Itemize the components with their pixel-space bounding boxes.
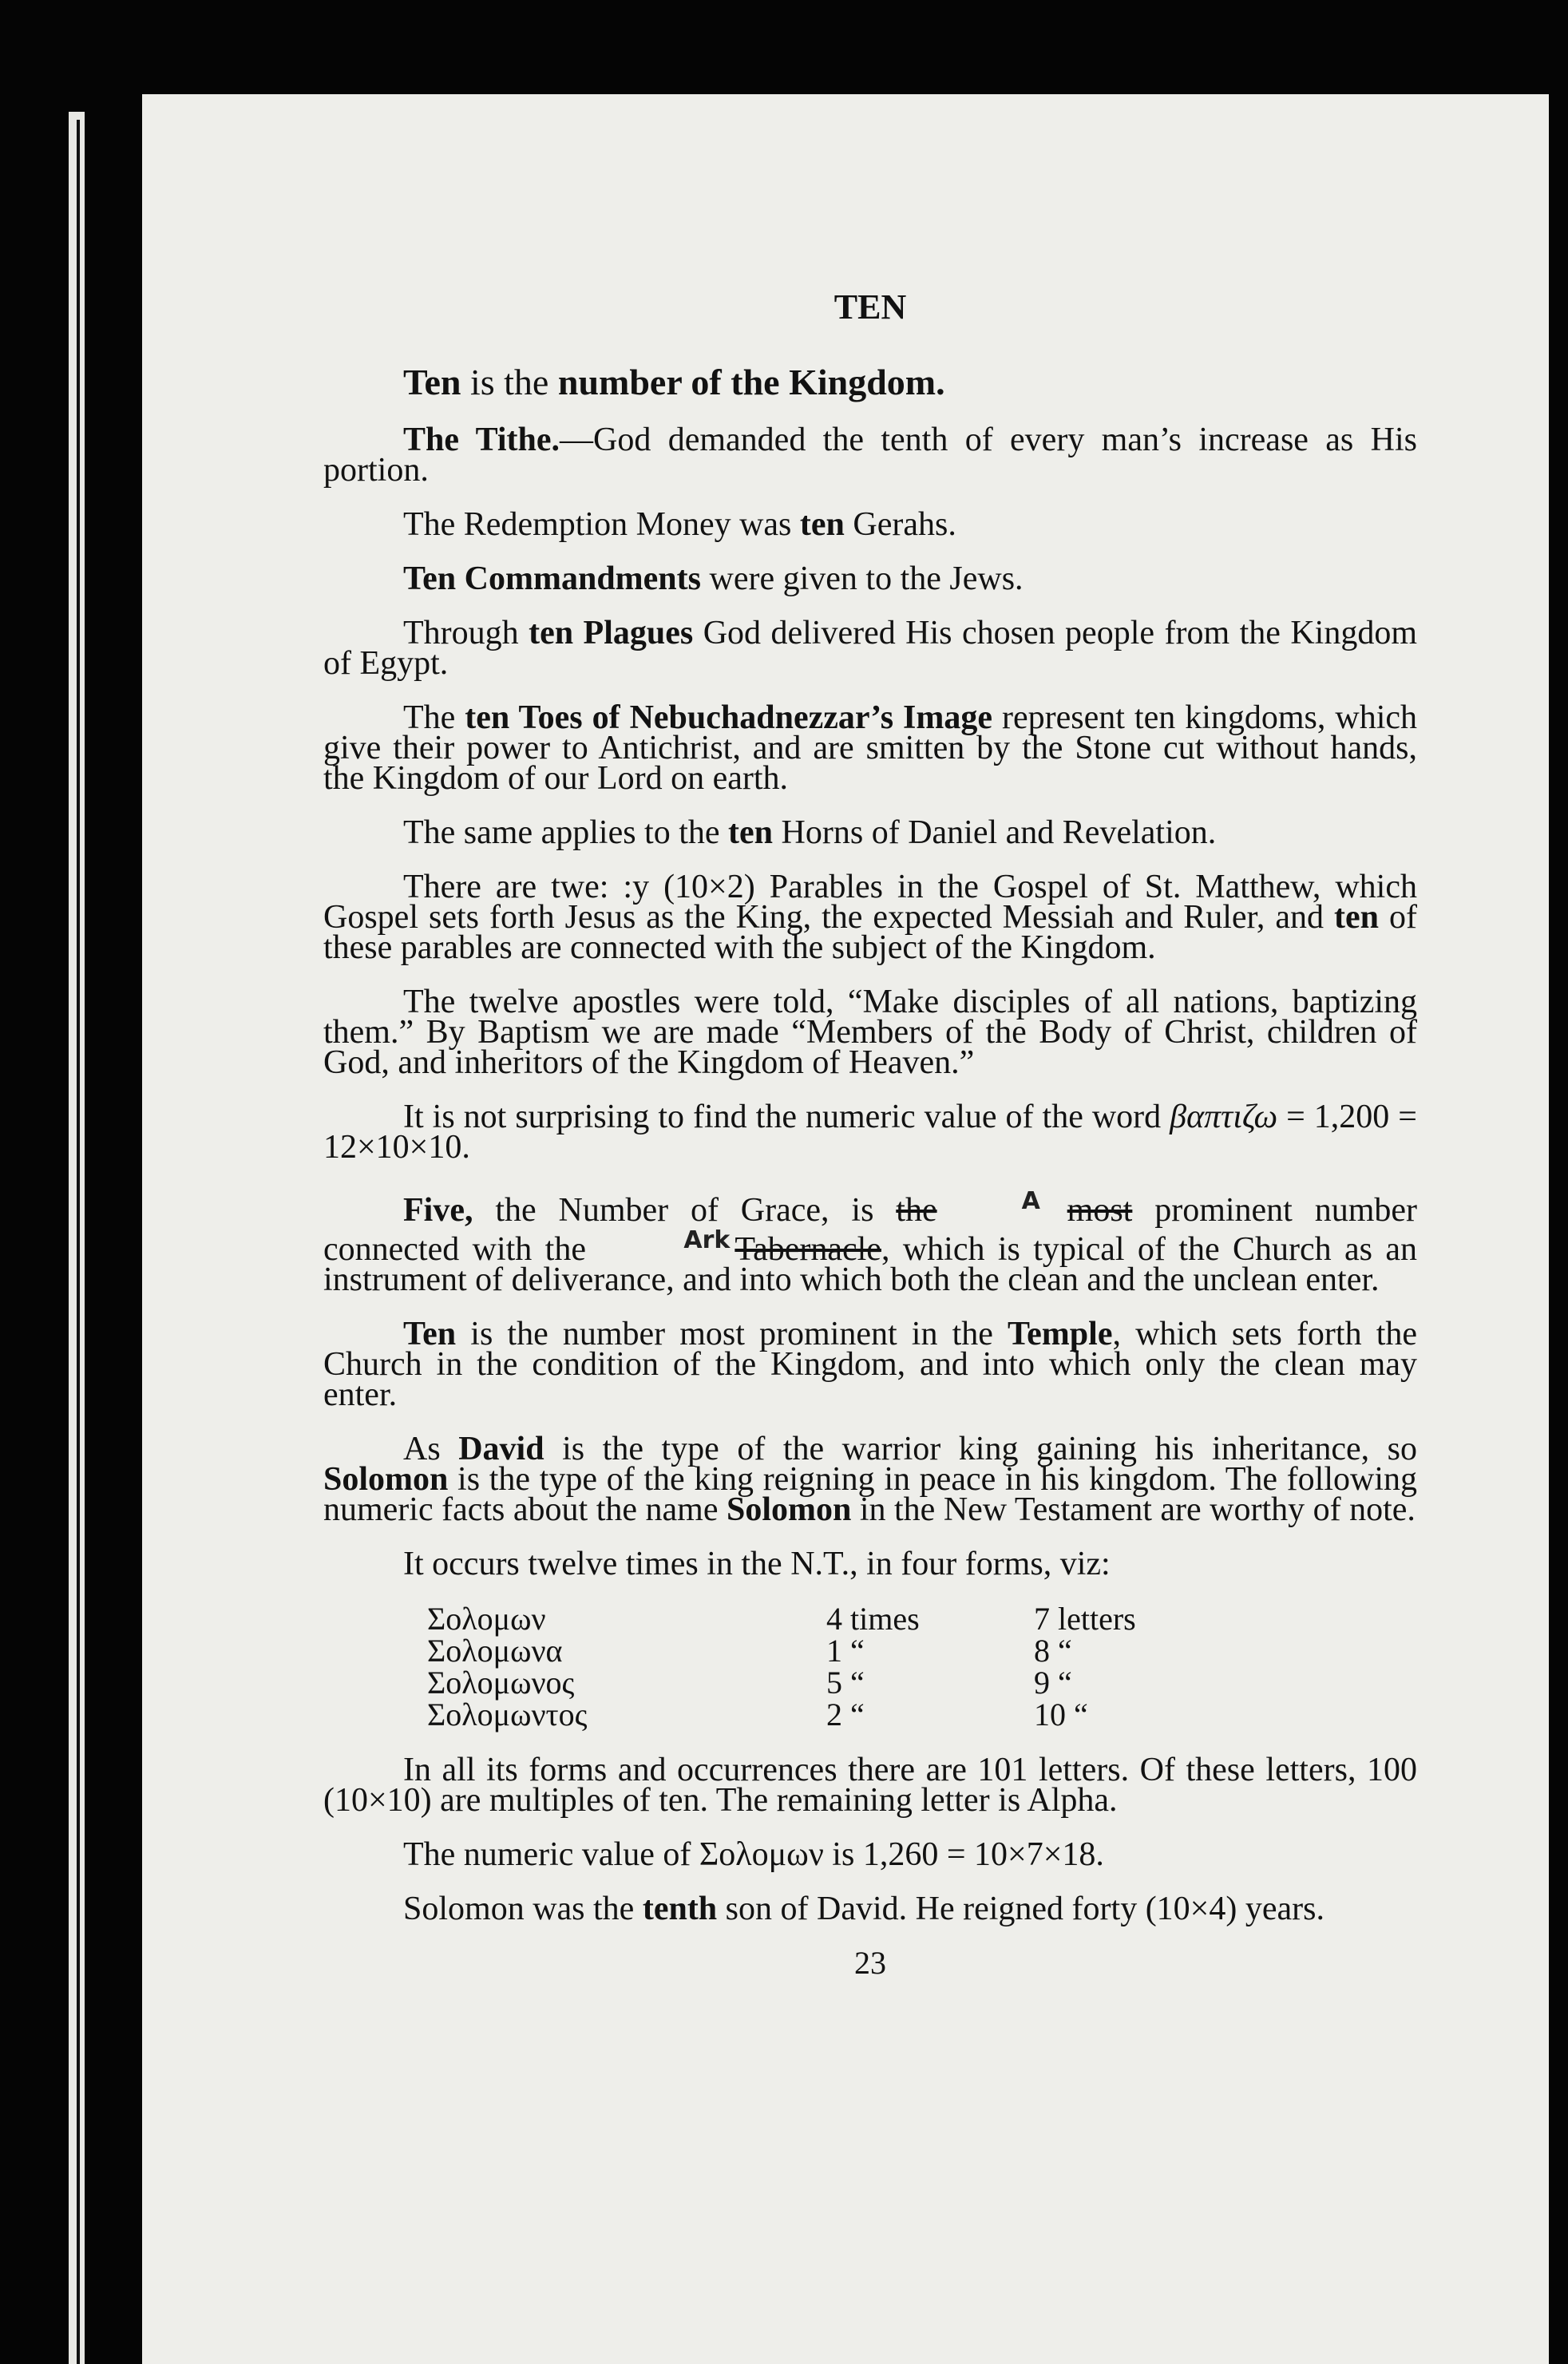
text: Through <box>403 615 529 651</box>
bold-number-of-kingdom: number of the Kingdom. <box>557 362 945 402</box>
form-count: 4 times <box>826 1601 920 1637</box>
kingdom-statement <box>323 362 1417 402</box>
form-letters: 8 “ <box>1034 1633 1072 1669</box>
text: son of David. He reigned forty (10×4) years. <box>717 1891 1324 1927</box>
page-number: 23 <box>854 1945 886 1981</box>
text: God delivered His chosen people from the Kingdom of Egypt. <box>323 615 1417 682</box>
struck-word: the <box>896 1192 937 1229</box>
form-letters: 10 “ <box>1034 1697 1088 1732</box>
text: Horns of Daniel and Revelation. <box>773 814 1217 851</box>
text: the Number of Grace, is <box>473 1192 897 1229</box>
text: It is not surprising to find the numeric value of the word <box>403 1099 1170 1135</box>
text: of these parables are connected with the subject of the Kingdom. <box>323 899 1417 966</box>
text: , which is typical of the Church as an instrument of deliverance, and into which both the clean and the unclean enter. <box>323 1231 1418 1298</box>
chapter-heading: TEN <box>833 287 907 327</box>
greek-form: Σολομων <box>427 1601 546 1637</box>
text: , which sets forth the Church in the condition of the Kingdom, and into which only the clean may enter. <box>323 1316 1418 1413</box>
plagues-paragraph <box>323 615 1417 682</box>
bold-five: Five, <box>403 1192 473 1229</box>
five-paragraph <box>323 1186 1418 1298</box>
numeric-value-paragraph: The numeric value of Σολομων is 1,260 = 10×7×18. <box>403 1836 1104 1873</box>
binding-line <box>77 120 80 2364</box>
greek-form: Σολομωντος <box>427 1697 588 1732</box>
text: There are twe: :y (10×2) Parables in the Gospel of St. Matthew, which Gospel sets forth Jesus as the King, the expected Messiah and Ruler, and <box>323 869 1417 936</box>
handwritten-correction: Ark <box>683 1226 731 1254</box>
text: The Redemption Money was <box>403 506 800 543</box>
text: The <box>403 699 465 736</box>
form-row <box>427 1699 1417 1731</box>
form-row <box>427 1667 1417 1699</box>
bold-temple: Temple <box>1008 1316 1113 1352</box>
text: were given to the Jews. <box>701 560 1024 597</box>
form-row <box>427 1635 1417 1667</box>
solomon-forms-table <box>427 1603 1417 1731</box>
bold-solomon: Solomon <box>323 1461 449 1498</box>
bold-ten: Ten <box>403 1316 457 1352</box>
text: Solomon was the <box>403 1891 643 1927</box>
bold-ten-plagues: ten Plagues <box>529 615 694 651</box>
text: As <box>403 1431 459 1467</box>
temple-paragraph <box>323 1316 1418 1413</box>
text: in the New Testament are worthy of note. <box>851 1491 1416 1528</box>
horns-paragraph <box>323 814 1417 851</box>
text: is the type of the king reigning in peace in his kingdom. The following numeric facts about the name <box>323 1461 1417 1528</box>
apostles-paragraph: The twelve apostles were told, “Make disciples of all nations, baptizing them.” By Baptism we are made “Members of the Body of Christ, children of God, and inheritors of the Kingdom of Heaven.” <box>323 984 1417 1081</box>
text: —God demanded the tenth of every man’s increase as His portion. <box>323 422 1417 489</box>
commandments-paragraph <box>323 560 1417 597</box>
text: represent ten kingdoms, which give their power to Antichrist, and are smitten by the Stone cut without hands, the Kingdom of our Lord on earth. <box>323 699 1418 797</box>
david-paragraph <box>323 1431 1417 1528</box>
bold-david: David <box>458 1431 544 1467</box>
greek-word: βαπτιζω <box>1170 1099 1278 1135</box>
bold-tenth: tenth <box>642 1891 718 1927</box>
text: is the type of the warrior king gaining his inheritance, so <box>544 1431 1417 1467</box>
form-letters: 9 “ <box>1034 1665 1072 1701</box>
text: The same applies to the <box>403 814 729 851</box>
bold-ten-commandments: Ten Commandments <box>403 560 701 597</box>
bold-ten-toes: ten Toes of Nebuchadnezzar’s Image <box>465 699 993 736</box>
struck-word: most <box>1067 1192 1133 1229</box>
text: is the <box>461 362 558 402</box>
form-count: 5 “ <box>826 1665 865 1701</box>
text: prominent number connected with the <box>323 1192 1417 1268</box>
toes-paragraph <box>323 699 1418 797</box>
bold-ten: ten <box>728 814 774 851</box>
form-count: 2 “ <box>826 1697 865 1732</box>
page-text <box>323 271 1418 1981</box>
bold-ten: ten <box>1334 899 1380 936</box>
text: is the number most prominent in the <box>456 1316 1008 1352</box>
handwritten-correction: A <box>1021 1187 1040 1215</box>
form-letters: 7 letters <box>1034 1601 1136 1637</box>
form-row <box>427 1603 1417 1635</box>
redemption-paragraph <box>323 506 1417 543</box>
letters-paragraph: In all its forms and occurrences there are 101 letters. Of these letters, 100 (10×10) are multiples of ten. The remaining letter is Alpha. <box>323 1752 1417 1819</box>
baptize-paragraph <box>323 1099 1417 1166</box>
occurs-paragraph: It occurs twelve times in the N.T., in four forms, viz: <box>403 1546 1111 1582</box>
tenth-son-paragraph <box>323 1891 1417 1927</box>
struck-word: Tabernacle <box>735 1231 881 1268</box>
greek-form: Σολομωνα <box>427 1633 563 1669</box>
bold-solomon: Solomon <box>726 1491 852 1528</box>
tithe-paragraph <box>323 422 1417 489</box>
text: = 1,200 = 12×10×10. <box>323 1099 1417 1166</box>
bold-ten: Ten <box>403 362 461 402</box>
bold-ten: ten <box>799 506 845 543</box>
parables-paragraph <box>323 869 1417 966</box>
form-count: 1 “ <box>826 1633 865 1669</box>
greek-form: Σολομωνος <box>427 1665 575 1701</box>
bold-tithe: The Tithe. <box>403 422 560 458</box>
text: Gerahs. <box>844 506 956 543</box>
